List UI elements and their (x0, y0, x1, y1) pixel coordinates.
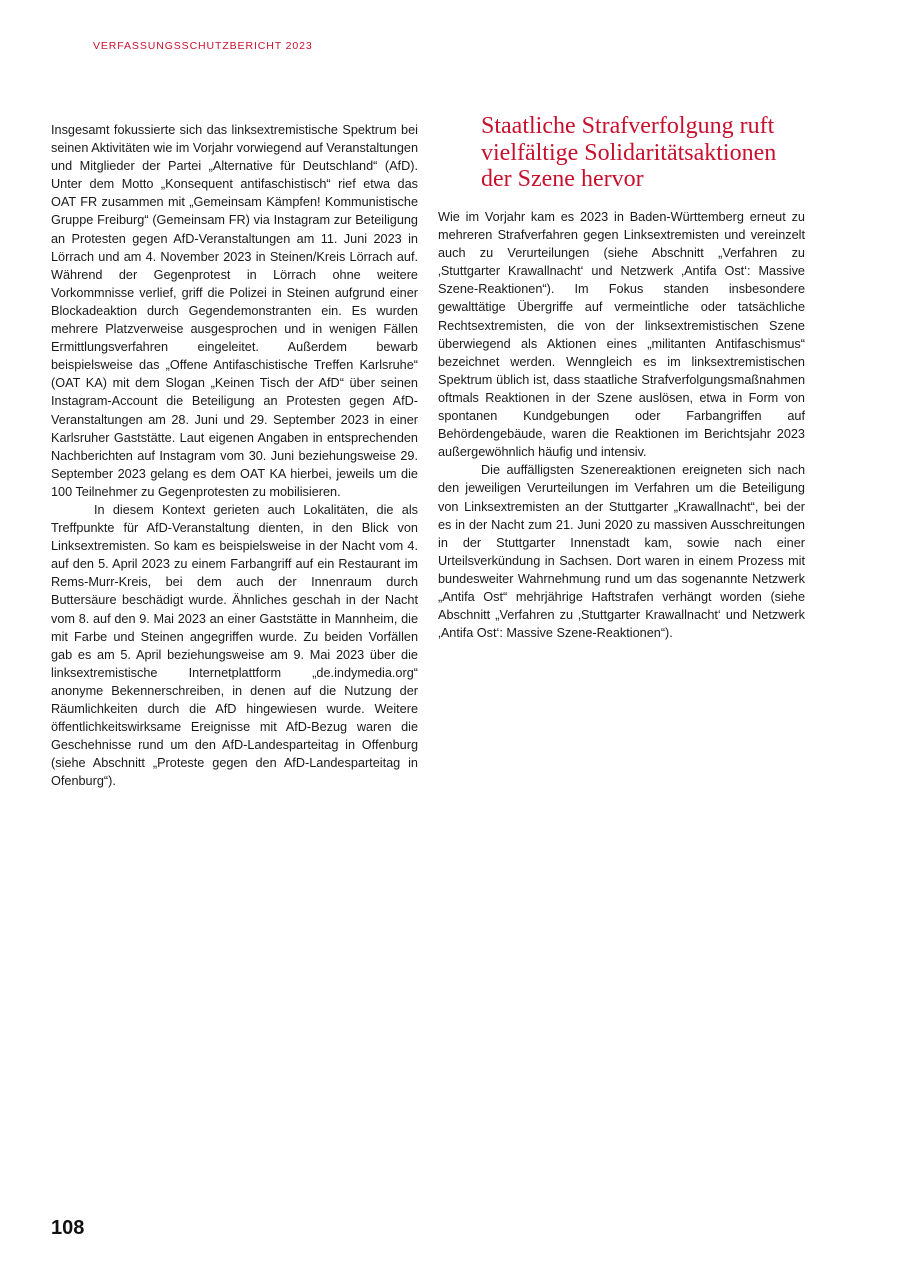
right-paragraph-1: Wie im Vorjahr kam es 2023 in Baden-Württemberg erneut zu mehreren Strafverfahren gegen Linksextremisten und vereinzelt auch zu Verurteilungen (siehe Abschnitt „Verfahren zu ‚Stuttgarter Krawallnacht‘ und Netzwerk ‚Antifa Ost‘: Massive Szene-Reaktionen“). Im Fokus standen insbesondere gewalttätige Übergriffe auf vermeintliche oder tatsächliche Rechtsextremisten, die von der linksextremistischen Szene überwiegend als Aktionen eines „militanten Antifaschismus“ bezeichnet werden. Wenngleich es im linksextremistischen Spektrum üblich ist, dass staatliche Strafverfolgungsmaßnahmen oftmals Reaktionen in der Szene auslösen, etwa in Form von spontanen Kundgebungen oder Farbangriffen auf Behördengebäude, waren die Reaktionen im Berichtsjahr 2023 außergewöhnlich häufig und intensiv. (438, 210, 805, 460)
left-paragraph-2: In diesem Kontext gerieten auch Lokalitäten, die als Treffpunkte für AfD-Veranstaltung dienten, in den Blick von Linksextremisten. So kam es beispielsweise in der Nacht vom 4. auf den 5. April 2023 zu einem Farbangriff auf ein Restaurant im Rems-Murr-Kreis, bei dem auch der Innenraum durch Buttersäure beschädigt wurde. Ähnliches geschah in der Nacht vom 8. auf den 9. Mai 2023 an einer Gaststätte in Mannheim, die mit Farbe und Steinen angegriffen wurde. Zu beiden Vorfällen gab es am 5. April beziehungsweise am 9. Mai 2023 über die linksextremistische Internetplattform „de.indymedia.org“ anonyme Bekennerschreiben, in denen auf die Nutzung der Räumlichkeiten durch die AfD hingewiesen wurde. Weitere öffentlichkeitswirksame Ereignisse mit AfD-Bezug waren die Geschehnisse rund um den AfD-Landesparteitag in Offenburg (siehe Abschnitt „Proteste gegen den AfD-Landesparteitag in Ofenburg“). (51, 502, 418, 789)
section-heading: Staatliche Strafverfolgung ruft vielfältige Solidaritätsaktionen der Szene hervor (481, 113, 777, 192)
right-paragraph-2: Die auffälligsten Szenereaktionen ereigneten sich nach den jeweiligen Verurteilungen im Verfahren um die Beteiligung von Linksextremisten an der Stuttgarter „Krawallnacht“, bei der es in der Nacht zum 21. Juni 2020 zu massiven Ausschreitungen in der Stuttgarter Innenstadt kam, sowie nach einer Urteilsverkündung in Sachsen. Dort waren in einem Prozess mit bundesweiter Wahrnehmung rund um das sogenannte Netzwerk „Antifa Ost“ mehrjährige Haftstrafen verhängt worden (siehe Abschnitt „Verfahren zu ‚Stuttgarter Krawallnacht‘ und Netzwerk ‚Antifa Ost‘: Massive Szene-Reaktionen“). (438, 463, 805, 641)
right-column (438, 208, 805, 642)
running-title: VERFASSUNGSSCHUTZBERICHT 2023 (93, 40, 313, 52)
page-number: 108 (51, 1217, 85, 1239)
left-paragraph-1: Insgesamt fokussierte sich das linksextremistische Spektrum bei seinen Aktivitäten wie im Vorjahr vorwiegend auf Veranstaltungen und Mitglieder der Partei „Alternative für Deutschland“ (AfD). Unter dem Motto „Konsequent antifaschistisch“ rief etwa das OAT FR zusammen mit „Gemeinsam Kämpfen! Kommunistische Gruppe Freiburg“ (Gemeinsam FR) via Instagram zur Beteiligung an Protesten gegen AfD-Veranstaltungen am 11. Juni 2023 in Lörrach und am 4. November 2023 in Steinen/Kreis Lörrach auf. Während der Gegenprotest in Lörrach ohne weitere Vorkommnisse verlief, griff die Polizei in Steinen aufgrund einer Blockadeaktion durch Gegendemonstranten ein. Es wurden mehrere Platzverweise ausgesprochen und in wenigen Fällen Ermittlungsverfahren eingeleitet. Außerdem bewarb beispielsweise das „Offene Antifaschistische Treffen Karlsruhe“ (OAT KA) mit dem Slogan „Keinen Tisch der AfD“ über seinen Instagram-Account die Beteiligung an Protesten gegen AfD-Veranstaltungen am 28. Juni und 29. September 2023 in einer Karlsruher Gaststätte. Laut eigenen Angaben in entsprechenden Nachberichten auf Instagram vom 30. Juni beziehungsweise 29. September 2023 gelang es dem OAT KA hierbei, jeweils um die 100 Teilnehmer zu Gegenprotesten zu mobilisieren. (51, 123, 418, 499)
left-column (51, 121, 418, 790)
